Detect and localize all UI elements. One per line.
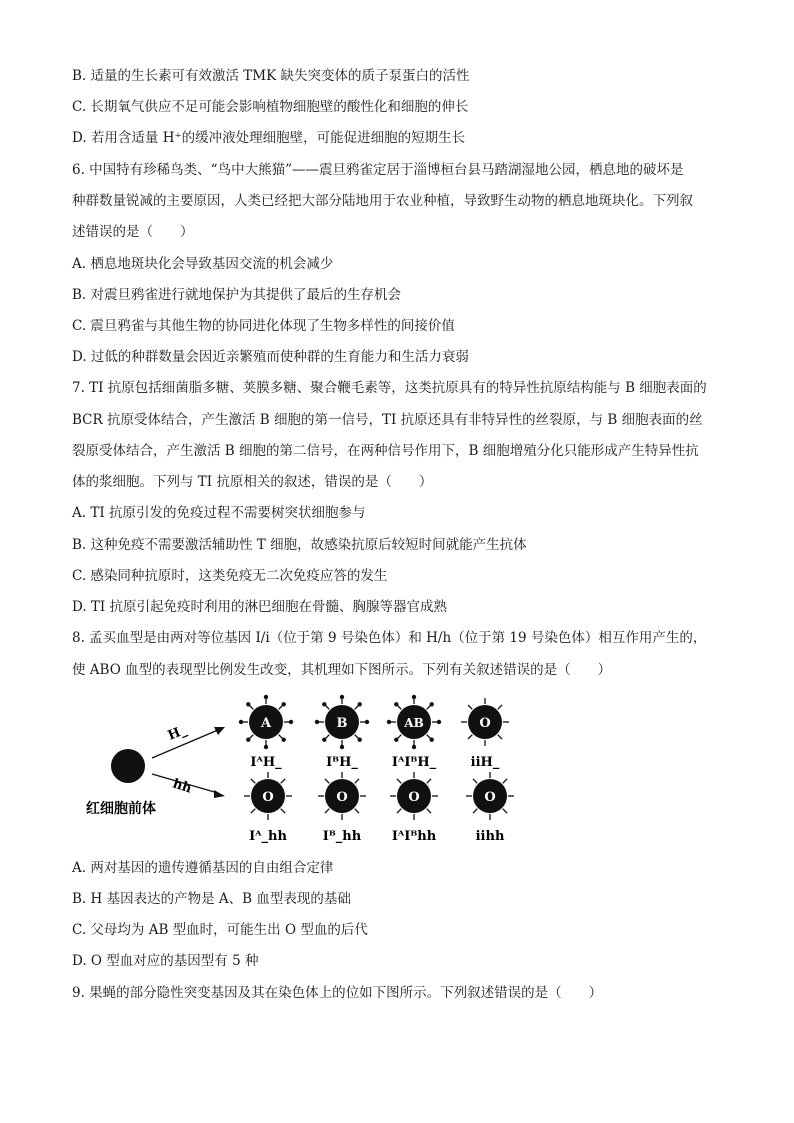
option-5c: C. 长期氧气供应不足可能会影响植物细胞壁的酸性化和细胞的伸长 — [72, 99, 469, 115]
option-7c: C. 感染同种抗原时，这类免疫无二次免疫应答的发生 — [72, 568, 388, 584]
svg-text:A: A — [260, 716, 272, 731]
option-8a: A. 两对基因的遗传遵循基因的自由组合定律 — [72, 860, 334, 876]
option-6a: A. 栖息地斑块化会导致基因交流的机会减少 — [72, 256, 334, 272]
genotype-top-a: IᴬH_ — [250, 755, 282, 770]
option-7a: A. TI 抗原引发的免疫过程不需要树突状细胞参与 — [72, 505, 366, 521]
arrow-bottom-label: hh — [170, 776, 194, 797]
option-5b: B. 适量的生长素可有效激活 TMK 缺失突变体的质子泵蛋白的活性 — [72, 68, 470, 84]
blood-type-diagram — [80, 690, 600, 850]
svg-text:O: O — [479, 716, 491, 731]
option-6d: D. 过低的种群数量会因近亲繁殖而使种群的生育能力和生活力衰弱 — [72, 349, 469, 365]
option-6c: C. 震旦鸦雀与其他生物的协同进化体现了生物多样性的间接价值 — [72, 318, 455, 334]
genotype-bottom-4: iihh — [475, 829, 505, 844]
question-7-line-1: 7. TI 抗原包括细菌脂多糖、荚膜多糖、聚合鞭毛素等，这类抗原具有的特异性抗原结构能与 B 细胞表面的 — [72, 380, 707, 396]
genotype-bottom-1: Iᴬ_hh — [249, 829, 287, 844]
svg-text:B: B — [336, 716, 348, 731]
question-6-line-1: 6. 中国特有珍稀鸟类、“鸟中大熊猫”——震旦鸦雀定居于淄博桓台县马踏湖湿地公园，栖息地的破坏是 — [72, 162, 684, 178]
question-9-line-1: 9. 果蝇的部分隐性突变基因及其在染色体上的位如下图所示。下列叙述错误的是（ ） — [72, 985, 603, 1001]
question-7-line-3: 裂原受体结合，产生激活 B 细胞的第二信号，在两种信号作用下，B 细胞增殖分化只能形成产生特异性抗 — [72, 443, 699, 459]
svg-text:AB: AB — [404, 716, 424, 730]
question-6-line-3: 述错误的是（ ） — [72, 224, 194, 240]
cell-top-a — [239, 695, 293, 749]
genotype-top-ab: IᴬIᴮH_ — [391, 755, 437, 770]
question-6-line-2: 种群数量锐减的主要原因，人类已经把大部分陆地用于农业种植，导致野生动物的栖息地斑块化。下列叙 — [72, 193, 693, 209]
svg-text:O: O — [336, 790, 348, 805]
option-8d: D. O 型血对应的基因型有 5 种 — [72, 953, 259, 969]
genotype-top-o: iiH_ — [470, 755, 500, 770]
question-7-line-4: 体的浆细胞。下列与 TI 抗原相关的叙述，错误的是（ ） — [72, 474, 433, 490]
svg-text:O: O — [262, 790, 274, 805]
question-7-line-2: BCR 抗原受体结合，产生激活 B 细胞的第一信号，TI 抗原还具有非特异性的丝裂原，与 B 细胞表面的丝 — [72, 412, 703, 428]
arrow-top-label: H_ — [165, 722, 189, 744]
cell-bottom-2 — [318, 772, 366, 820]
option-7b: B. 这种免疫不需要激活辅助性 T 细胞，故感染抗原后较短时间就能产生抗体 — [72, 537, 527, 553]
option-5d: D. 若用含适量 H⁺的缓冲液处理细胞壁，可能促进细胞的短期生长 — [72, 130, 466, 146]
svg-text:O: O — [408, 790, 420, 805]
question-8-line-1: 8. 孟买血型是由两对等位基因 I/i（位于第 9 号染色体）和 H/h（位于第 19 号染色体）相互作用产生的， — [72, 630, 707, 646]
cell-bottom-4 — [466, 772, 514, 820]
option-7d: D. TI 抗原引起免疫时利用的淋巴细胞在骨髓、胸腺等器官成熟 — [72, 599, 448, 615]
precursor-label: 红细胞前体 — [86, 801, 156, 817]
svg-text:O: O — [484, 790, 496, 805]
cell-top-ab — [387, 695, 441, 749]
option-8c: C. 父母均为 AB 型血时，可能生出 O 型血的后代 — [72, 922, 368, 938]
option-8b: B. H 基因表达的产物是 A、B 血型表现的基础 — [72, 891, 351, 907]
question-8-line-2: 使 ABO 血型的表现型比例发生改变，其机理如下图所示。下列有关叙述错误的是（ ） — [72, 662, 612, 678]
option-6b: B. 对震旦鸦雀进行就地保护为其提供了最后的生存机会 — [72, 287, 402, 303]
cell-top-b — [315, 695, 369, 749]
cell-bottom-3 — [390, 772, 438, 820]
genotype-bottom-3: IᴬIᴮhh — [391, 829, 437, 844]
genotype-top-b: IᴮH_ — [326, 755, 358, 770]
cell-top-o — [461, 698, 509, 746]
cell-bottom-1 — [244, 772, 292, 820]
genotype-bottom-2: Iᴮ_hh — [322, 829, 362, 844]
precursor-cell — [111, 749, 145, 783]
